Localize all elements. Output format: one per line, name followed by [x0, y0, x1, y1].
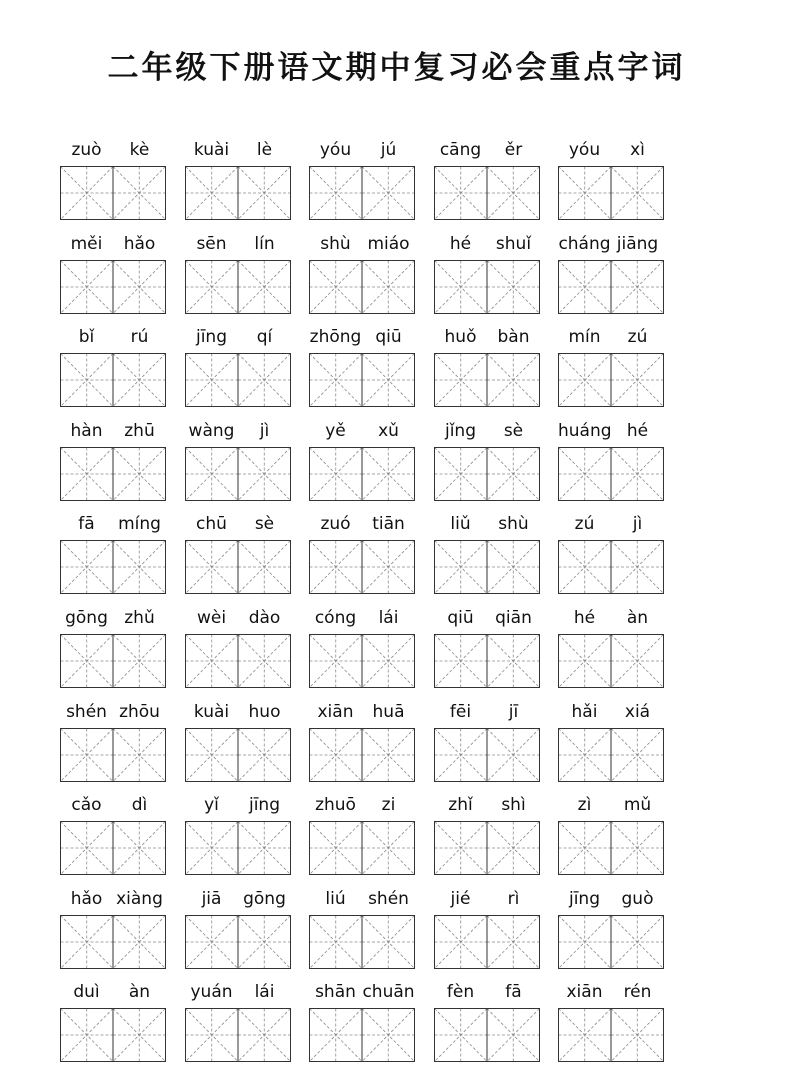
pinyin-left: cāng — [439, 140, 482, 160]
word-cell — [558, 140, 664, 226]
word-cell — [60, 889, 166, 975]
word-cell — [558, 982, 664, 1068]
word-cell — [185, 608, 291, 694]
pinyin-left: yǐ — [204, 795, 219, 816]
writing-box-pair — [309, 353, 415, 407]
writing-box-pair — [60, 728, 166, 782]
pinyin-left: hé — [573, 608, 596, 628]
pinyin-right: jì — [632, 514, 643, 535]
pinyin-left: jīng — [195, 327, 227, 348]
pinyin-right: guò — [621, 888, 654, 909]
pinyin-right: xì — [630, 140, 645, 160]
word-cell — [309, 608, 415, 694]
writing-box-pair — [434, 540, 540, 594]
word-cell — [558, 702, 664, 788]
writing-box-pair — [309, 260, 415, 314]
pinyin-left: fēi — [449, 701, 472, 722]
writing-box-pair — [60, 447, 166, 501]
pinyin-right: gōng — [243, 888, 286, 909]
pinyin-right: dào — [248, 608, 281, 628]
word-cell — [434, 140, 540, 226]
pinyin-right: jī — [508, 701, 519, 722]
pinyin-right: kè — [129, 140, 150, 160]
page-title: 二年级下册语文期中复习必会重点字词 — [107, 50, 686, 86]
pinyin-left: yóu — [568, 140, 601, 160]
writing-box-pair — [309, 540, 415, 594]
pinyin-left: hàn — [70, 420, 103, 441]
word-cell — [309, 140, 415, 226]
word-cell — [558, 234, 664, 320]
pinyin-left: liǔ — [450, 514, 471, 535]
pinyin-left: xiān — [317, 701, 354, 722]
pinyin-right: jì — [259, 420, 270, 441]
pinyin-right: ěr — [504, 140, 523, 160]
pinyin-right: xiàng — [116, 888, 163, 909]
pinyin-right: zhōu — [119, 701, 160, 722]
writing-box-pair — [185, 353, 291, 407]
writing-box-pair — [60, 260, 166, 314]
pinyin-left: xiān — [566, 982, 603, 1003]
writing-box-pair — [558, 540, 664, 594]
pinyin-right: chuān — [362, 982, 415, 1003]
writing-box-pair — [185, 634, 291, 688]
word-cell — [60, 327, 166, 413]
word-cell — [60, 140, 166, 226]
pinyin-left: wèi — [196, 608, 227, 628]
writing-box-pair — [434, 447, 540, 501]
writing-box-pair — [434, 166, 540, 220]
pinyin-right: zú — [627, 327, 648, 348]
writing-box-pair — [60, 353, 166, 407]
pinyin-left: duì — [73, 982, 100, 1003]
pinyin-right: lái — [378, 608, 399, 628]
pinyin-left: zuó — [320, 514, 351, 535]
word-cell — [434, 608, 540, 694]
pinyin-left: zhuō — [315, 795, 356, 816]
word-cell — [558, 514, 664, 600]
writing-box-pair — [434, 260, 540, 314]
writing-box-pair — [60, 540, 166, 594]
pinyin-right: sè — [503, 420, 524, 441]
pinyin-right: zhǔ — [124, 608, 155, 628]
pinyin-right: shì — [501, 795, 526, 816]
pinyin-right: shén — [368, 888, 409, 909]
pinyin-right: qí — [256, 327, 273, 348]
writing-box-pair — [309, 728, 415, 782]
pinyin-right: shuǐ — [495, 233, 532, 254]
word-cell — [185, 702, 291, 788]
pinyin-left: měi — [70, 233, 103, 254]
pinyin-right: zi — [381, 795, 396, 816]
word-cell — [185, 982, 291, 1068]
pinyin-right: zhū — [124, 420, 155, 441]
word-cell — [185, 234, 291, 320]
pinyin-left: gōng — [65, 608, 108, 628]
pinyin-right: rén — [623, 982, 652, 1003]
pinyin-left: yóu — [319, 140, 352, 160]
pinyin-left: zì — [577, 795, 592, 816]
writing-box-pair — [185, 447, 291, 501]
word-cell — [558, 889, 664, 975]
word-cell — [60, 795, 166, 881]
writing-box-pair — [60, 915, 166, 969]
pinyin-left: wàng — [188, 420, 235, 441]
pinyin-left: zú — [574, 514, 595, 535]
pinyin-right: xǔ — [378, 420, 399, 441]
word-cell — [309, 234, 415, 320]
pinyin-left: sēn — [196, 233, 227, 254]
word-cell — [434, 795, 540, 881]
pinyin-right: xiá — [624, 701, 651, 722]
writing-box-pair — [558, 728, 664, 782]
word-cell — [185, 327, 291, 413]
writing-box-pair — [309, 634, 415, 688]
word-cell — [558, 327, 664, 413]
word-cell — [558, 795, 664, 881]
pinyin-right: lín — [254, 233, 275, 254]
pinyin-left: zuò — [71, 140, 102, 160]
pinyin-left: kuài — [193, 701, 230, 722]
writing-box-pair — [185, 821, 291, 875]
pinyin-left: jié — [450, 888, 471, 909]
writing-box-pair — [60, 166, 166, 220]
pinyin-right: huo — [248, 701, 281, 722]
pinyin-left: jīng — [568, 888, 600, 909]
pinyin-right: àn — [626, 608, 649, 628]
writing-box-pair — [309, 915, 415, 969]
writing-box-pair — [185, 1008, 291, 1062]
pinyin-right: tiān — [372, 514, 405, 535]
word-cell — [434, 327, 540, 413]
pinyin-left: kuài — [193, 140, 230, 160]
pinyin-left: hé — [449, 233, 472, 254]
word-cell — [60, 421, 166, 507]
pinyin-right: miáo — [367, 233, 410, 254]
pinyin-right: rú — [130, 327, 149, 348]
pinyin-left: yě — [325, 420, 346, 441]
pinyin-left: huáng — [558, 420, 612, 441]
writing-box-pair — [309, 166, 415, 220]
word-cell — [309, 421, 415, 507]
pinyin-left: cǎo — [71, 795, 102, 816]
pinyin-right: huā — [372, 701, 405, 722]
pinyin-left: bǐ — [78, 327, 95, 348]
word-cell — [60, 234, 166, 320]
writing-box-pair — [185, 260, 291, 314]
pinyin-right: mǔ — [623, 795, 652, 816]
word-cell — [60, 982, 166, 1068]
word-cell — [309, 702, 415, 788]
pinyin-left: hǎi — [571, 701, 598, 722]
word-cell — [60, 608, 166, 694]
word-cell — [185, 514, 291, 600]
pinyin-left: jiā — [201, 888, 222, 909]
pinyin-right: dì — [131, 795, 148, 816]
pinyin-left: cóng — [314, 608, 357, 628]
writing-box-pair — [60, 821, 166, 875]
writing-box-pair — [185, 915, 291, 969]
pinyin-left: qiū — [447, 608, 474, 628]
pinyin-left: fèn — [446, 982, 475, 1003]
word-cell — [558, 608, 664, 694]
pinyin-left: fā — [78, 514, 95, 535]
writing-box-pair — [60, 1008, 166, 1062]
writing-box-pair — [434, 728, 540, 782]
word-cell — [309, 795, 415, 881]
pinyin-left: liú — [325, 888, 346, 909]
writing-box-pair — [60, 634, 166, 688]
word-cell — [558, 421, 664, 507]
pinyin-left: cháng — [558, 233, 611, 254]
writing-box-pair — [558, 1008, 664, 1062]
word-cell — [309, 327, 415, 413]
pinyin-right: lè — [256, 140, 273, 160]
pinyin-left: zhǐ — [448, 795, 473, 816]
writing-box-pair — [309, 821, 415, 875]
pinyin-right: shù — [498, 514, 529, 535]
writing-box-pair — [558, 447, 664, 501]
word-cell — [309, 982, 415, 1068]
pinyin-left: hǎo — [70, 888, 103, 909]
writing-box-pair — [558, 915, 664, 969]
pinyin-right: fā — [505, 982, 522, 1003]
word-cell — [434, 421, 540, 507]
word-cell — [60, 514, 166, 600]
writing-box-pair — [309, 1008, 415, 1062]
word-cell — [434, 234, 540, 320]
writing-box-pair — [434, 915, 540, 969]
writing-box-pair — [558, 260, 664, 314]
pinyin-left: jǐng — [444, 420, 476, 441]
pinyin-right: sè — [254, 514, 275, 535]
word-cell — [309, 889, 415, 975]
pinyin-right: hǎo — [123, 233, 156, 254]
writing-box-pair — [558, 166, 664, 220]
word-cell — [434, 982, 540, 1068]
writing-box-pair — [185, 540, 291, 594]
pinyin-right: bàn — [497, 327, 530, 348]
pinyin-left: shén — [66, 701, 107, 722]
writing-box-pair — [185, 728, 291, 782]
pinyin-left: zhōng — [309, 327, 362, 348]
writing-box-pair — [185, 166, 291, 220]
writing-box-pair — [434, 353, 540, 407]
word-cell — [60, 702, 166, 788]
word-cell — [434, 702, 540, 788]
pinyin-right: míng — [118, 514, 161, 535]
pinyin-right: jīng — [248, 795, 280, 816]
pinyin-right: qiū — [375, 327, 402, 348]
pinyin-right: àn — [128, 982, 151, 1003]
pinyin-right: jiāng — [616, 233, 659, 254]
pinyin-right: qiān — [495, 608, 532, 628]
word-cell — [185, 421, 291, 507]
writing-box-pair — [558, 353, 664, 407]
word-cell — [309, 514, 415, 600]
pinyin-right: jú — [380, 140, 397, 160]
pinyin-right: lái — [254, 982, 275, 1003]
writing-box-pair — [558, 821, 664, 875]
word-cell — [185, 140, 291, 226]
word-cell — [185, 889, 291, 975]
pinyin-left: chū — [196, 514, 227, 535]
writing-box-pair — [558, 634, 664, 688]
writing-box-pair — [434, 821, 540, 875]
pinyin-left: huǒ — [444, 327, 477, 348]
writing-box-pair — [434, 1008, 540, 1062]
pinyin-right: hé — [626, 420, 649, 441]
writing-box-pair — [309, 447, 415, 501]
pinyin-left: yuán — [190, 982, 233, 1003]
pinyin-left: mín — [568, 327, 601, 348]
writing-box-pair — [434, 634, 540, 688]
word-cell — [434, 889, 540, 975]
word-cell — [434, 514, 540, 600]
pinyin-right: rì — [507, 888, 520, 909]
pinyin-left: shù — [320, 233, 351, 254]
word-cell — [185, 795, 291, 881]
pinyin-left: shān — [315, 982, 356, 1003]
